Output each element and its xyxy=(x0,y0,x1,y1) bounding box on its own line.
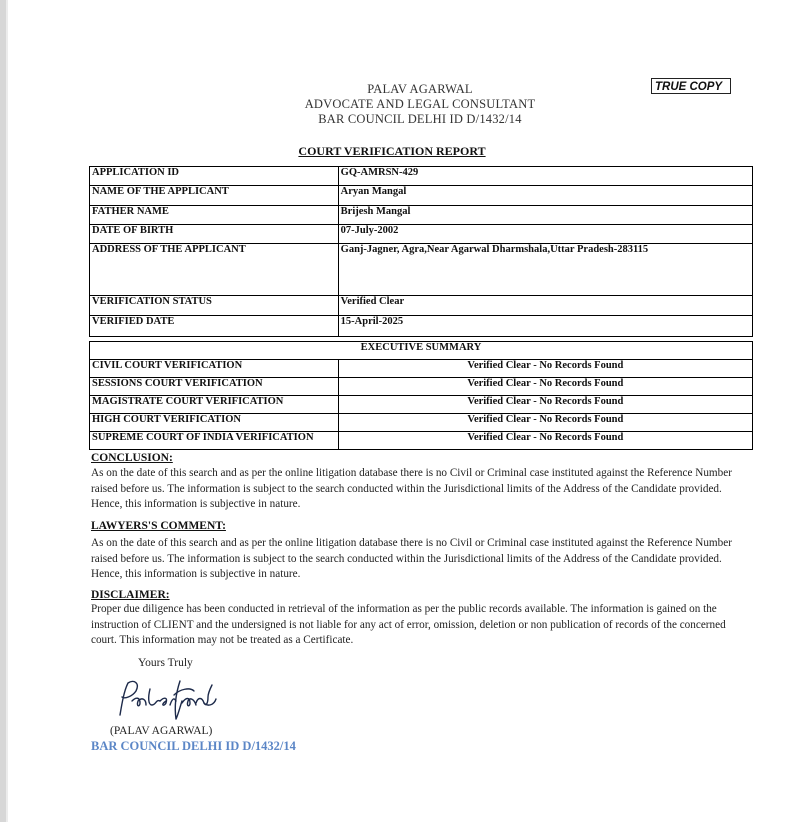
court-name: HIGH COURT VERIFICATION xyxy=(90,414,339,432)
signatory-name: (PALAV AGARWAL) xyxy=(110,725,213,737)
conclusion-text: As on the date of this search and as per the online litigation database there is no Civil or Criminal case instituted against the Reference Number raised before us. The information is subject to the search conducted within the Jurisdictional limits of the Address of the Candidate provided. Hence, this information is subjective in nature. xyxy=(91,467,732,510)
table-row xyxy=(90,414,753,432)
detail-label: NAME OF THE APPLICANT xyxy=(90,186,339,206)
detail-value: Ganj-Jagner, Agra,Near Agarwal Dharmshala,Uttar Pradesh-283115 xyxy=(338,244,752,296)
court-name: SUPREME COURT OF INDIA VERIFICATION xyxy=(90,432,339,450)
table-row xyxy=(90,206,753,225)
conclusion-heading: CONCLUSION: xyxy=(91,452,173,464)
table-row xyxy=(90,296,753,316)
table-row xyxy=(90,225,753,244)
disclaimer-text: Proper due diligence has been conducted in retrieval of the information as per the public records available. The information is gained on the instruction of CLIENT and the undersigned is not liable for any act of error, omission, deletion or non publication of records of the concerned court. This information may not be treated as a Certificate. xyxy=(91,603,726,646)
detail-label: VERIFICATION STATUS xyxy=(90,296,339,316)
table-row xyxy=(90,360,753,378)
true-copy-stamp: TRUE COPY xyxy=(651,78,731,94)
summary-title: EXECUTIVE SUMMARY xyxy=(90,342,753,360)
court-result: Verified Clear - No Records Found xyxy=(338,360,752,378)
court-result: Verified Clear - No Records Found xyxy=(338,378,752,396)
detail-label: APPLICATION ID xyxy=(90,167,339,186)
table-row xyxy=(90,432,753,450)
page-shadow-edge-inner xyxy=(6,0,8,822)
table-row xyxy=(90,396,753,414)
advocate-name: PALAV AGARWAL xyxy=(367,82,473,96)
table-row xyxy=(90,186,753,206)
signatory-bar-council-id: BAR COUNCIL DELHI ID D/1432/14 xyxy=(91,739,296,753)
bar-council-id: BAR COUNCIL DELHI ID D/1432/14 xyxy=(318,112,522,126)
table-row xyxy=(90,167,753,186)
advocate-title: ADVOCATE AND LEGAL CONSULTANT xyxy=(304,97,536,111)
detail-value: GQ-AMRSN-429 xyxy=(338,167,752,186)
details-table xyxy=(89,166,753,337)
table-row xyxy=(90,316,753,337)
court-result: Verified Clear - No Records Found xyxy=(338,432,752,450)
detail-value: Aryan Mangal xyxy=(338,186,752,206)
lawyers-comment-heading: LAWYERS'S COMMENT: xyxy=(91,520,226,532)
disclaimer-heading: DISCLAIMER: xyxy=(91,589,170,601)
detail-label: VERIFIED DATE xyxy=(90,316,339,337)
court-result: Verified Clear - No Records Found xyxy=(338,396,752,414)
detail-label: ADDRESS OF THE APPLICANT xyxy=(90,244,339,296)
court-name: MAGISTRATE COURT VERIFICATION xyxy=(90,396,339,414)
detail-value: Verified Clear xyxy=(338,296,752,316)
court-name: CIVIL COURT VERIFICATION xyxy=(90,360,339,378)
court-result: Verified Clear - No Records Found xyxy=(338,414,752,432)
handwritten-signature xyxy=(110,675,220,725)
court-name: SESSIONS COURT VERIFICATION xyxy=(90,378,339,396)
detail-value: 07-July-2002 xyxy=(338,225,752,244)
detail-value: Brijesh Mangal xyxy=(338,206,752,225)
detail-value: 15-April-2025 xyxy=(338,316,752,337)
closing-yours-truly: Yours Truly xyxy=(138,657,193,669)
report-title: COURT VERIFICATION REPORT xyxy=(298,144,486,158)
detail-label: DATE OF BIRTH xyxy=(90,225,339,244)
detail-label: FATHER NAME xyxy=(90,206,339,225)
executive-summary-table xyxy=(89,341,753,450)
table-row xyxy=(90,244,753,296)
summary-header-row xyxy=(90,342,753,360)
lawyers-comment-text: As on the date of this search and as per the online litigation database there is no Civil or Criminal case instituted against the Reference Number raised before us. The information is subject to the search conducted within the Jurisdictional limits of the Address of the Candidate provided. Hence, this information is subjective in nature. xyxy=(91,537,732,580)
table-row xyxy=(90,378,753,396)
